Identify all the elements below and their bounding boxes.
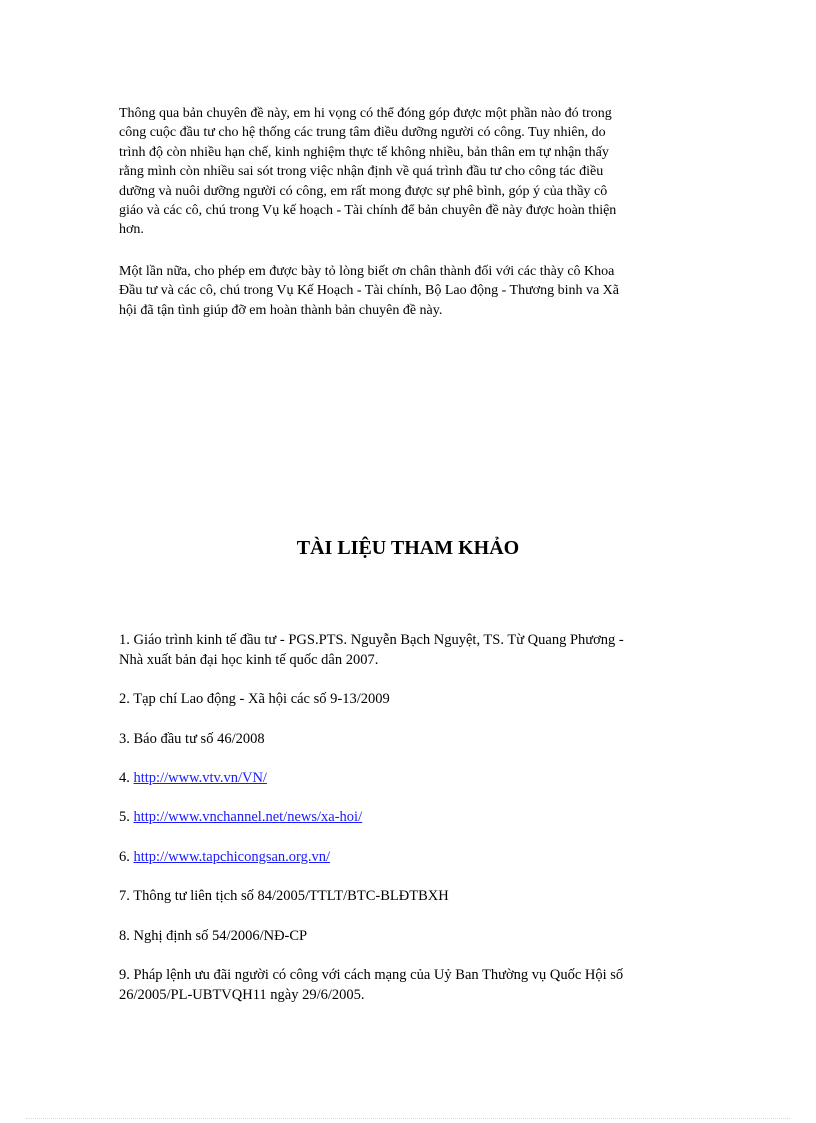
page-bottom-divider <box>26 1118 790 1119</box>
reference-item-6 <box>119 848 709 868</box>
reference-link-vnchannel[interactable]: http://www.vnchannel.net/news/xa-hoi/ <box>133 809 363 825</box>
reference-number: 3. <box>119 731 130 747</box>
reference-item-9 <box>119 966 709 1005</box>
paragraph-line: giáo và các cô, chú trong Vụ kế hoạch - Tài chính để bản chuyên đề này được hoàn thiện <box>119 203 617 219</box>
reference-link-vtv[interactable]: http://www.vtv.vn/VN/ <box>133 770 267 786</box>
reference-item-7 <box>119 887 709 907</box>
reference-item-4 <box>119 769 709 789</box>
reference-item-2 <box>119 690 709 710</box>
paragraph-line: Thông qua bản chuyên đề này, em hi vọng có thể đóng góp được một phần nào đó trong <box>119 106 612 121</box>
closing-paragraph-2 <box>119 262 697 320</box>
reference-item-3 <box>119 730 709 750</box>
reference-text: Giáo trình kinh tế đầu tư - PGS.PTS. Nguyễn Bạch Nguyệt, TS. Từ Quang Phương - <box>133 632 624 648</box>
reference-number: 1. <box>119 632 130 648</box>
reference-text: Nghị định số 54/2006/NĐ-CP <box>133 928 308 944</box>
paragraph-line: công cuộc đầu tư cho hệ thống các trung tâm điều dưỡng người có công. Tuy nhiên, do <box>119 125 606 141</box>
closing-paragraph-1 <box>119 104 697 240</box>
reference-text: Tạp chí Lao động - Xã hội các số 9-13/2009 <box>133 691 390 707</box>
reference-text: Báo đầu tư số 46/2008 <box>133 731 265 747</box>
reference-line: Nhà xuất bản đại học kinh tế quốc dân 2007. <box>119 651 379 668</box>
reference-number: 6. <box>119 849 130 865</box>
paragraph-line: hơn. <box>119 222 144 238</box>
reference-line <box>119 966 709 986</box>
paragraph-line: rằng mình còn nhiều sai sót trong việc nhận định về quá trình đầu tư cho công tác điều <box>119 164 604 180</box>
references-heading: TÀI LIỆU THAM KHẢO <box>296 537 520 559</box>
reference-number: 8. <box>119 928 130 944</box>
reference-item-1 <box>119 631 709 670</box>
reference-line: 26/2005/PL-UBTVQH11 ngày 29/6/2005. <box>119 986 365 1003</box>
reference-item-8 <box>119 927 709 947</box>
reference-number: 4. <box>119 770 130 786</box>
paragraph-line: Đầu tư và các cô, chú trong Vụ Kế Hoạch - Tài chính, Bộ Lao động - Thương binh va Xã <box>119 283 620 299</box>
paragraph-line: Một lần nữa, cho phép em được bày tỏ lòng biết ơn chân thành đối với các thày cô Khoa <box>119 264 615 279</box>
reference-number: 9. <box>119 967 130 983</box>
reference-number: 2. <box>119 691 130 707</box>
reference-text: Thông tư liên tịch số 84/2005/TTLT/BTC-BLĐTBXH <box>133 888 449 904</box>
paragraph-line: dưỡng và nuôi dưỡng người có công, em rất mong được sự phê bình, góp ý của thầy cô <box>119 183 608 199</box>
reference-text: Pháp lệnh ưu đãi người có công với cách mạng của Uỷ Ban Thường vụ Quốc Hội số <box>133 967 624 983</box>
reference-link-tapchicongsan[interactable]: http://www.tapchicongsan.org.vn/ <box>133 849 331 865</box>
reference-number: 7. <box>119 888 130 904</box>
reference-item-5 <box>119 808 709 828</box>
paragraph-line: hội đã tận tình giúp đỡ em hoàn thành bản chuyên đề này. <box>119 302 443 318</box>
reference-line <box>119 631 709 651</box>
reference-number: 5. <box>119 809 130 825</box>
paragraph-line: trình độ còn nhiều hạn chế, kinh nghiệm thực tế không nhiều, bản thân em tự nhận thấy <box>119 144 609 160</box>
